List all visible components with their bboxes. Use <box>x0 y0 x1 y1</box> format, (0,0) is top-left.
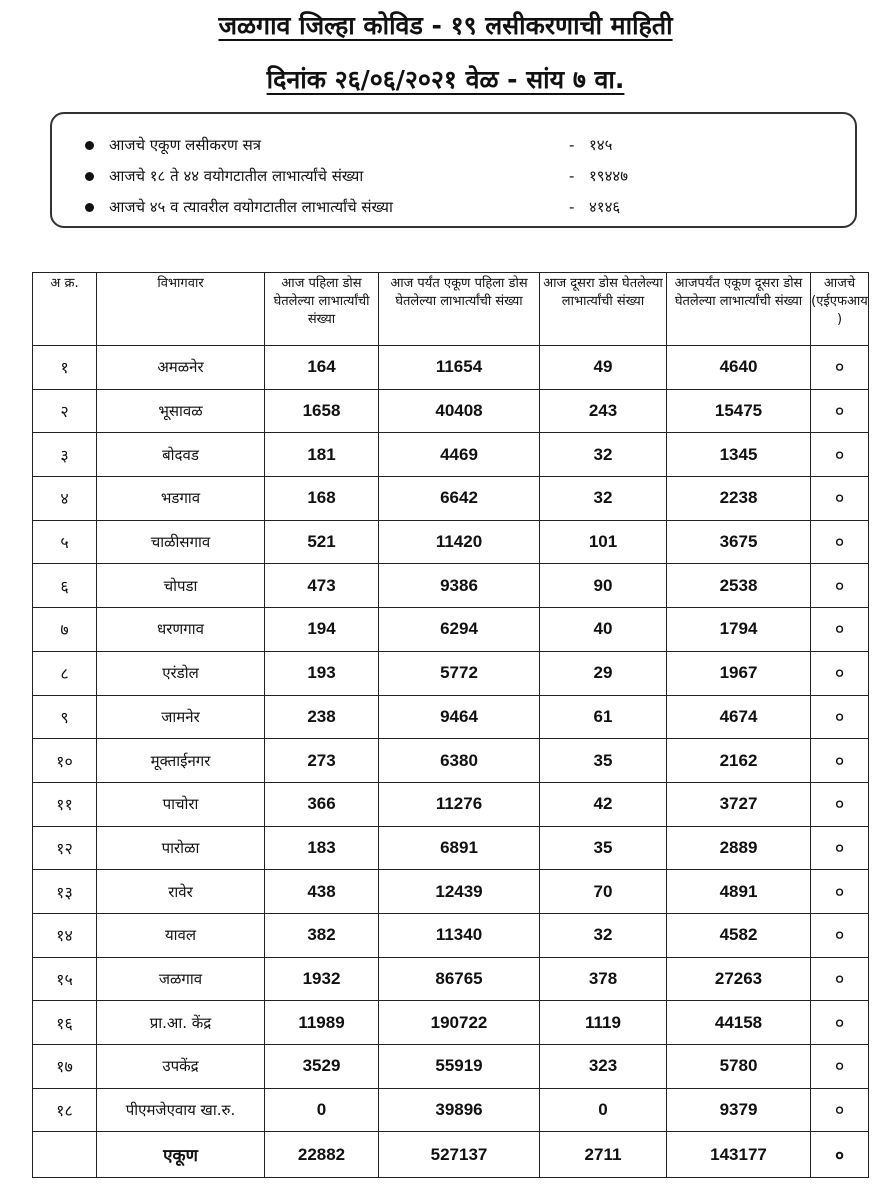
first-dose-total-cell: 86765 <box>379 957 540 1001</box>
aefi-cell: ० <box>811 870 869 914</box>
header-division: विभागवार <box>97 273 265 346</box>
sr-no-cell: ४ <box>33 477 97 521</box>
summary-label: आजचे १८ ते ४४ वयोगटातील लाभार्त्यांचे संख्या <box>109 167 364 185</box>
second-dose-today-cell: 49 <box>540 346 667 390</box>
sr-no-cell: ८ <box>33 651 97 695</box>
second-dose-total-cell: 3675 <box>667 520 811 564</box>
division-cell: जामनेर <box>97 695 265 739</box>
first-dose-today-cell: 168 <box>265 477 379 521</box>
second-dose-total-cell: 1967 <box>667 651 811 695</box>
division-cell: पाचोरा <box>97 782 265 826</box>
table-row <box>33 913 869 957</box>
table-row <box>33 782 869 826</box>
sr-no-cell: १५ <box>33 957 97 1001</box>
aefi-cell: ० <box>811 1045 869 1089</box>
aefi-cell: ० <box>811 957 869 1001</box>
first-dose-today-cell: 193 <box>265 651 379 695</box>
total-first-dose-today-cell: 22882 <box>265 1132 379 1178</box>
table-row <box>33 1045 869 1089</box>
report-date: दिनांक २६/०६/२०२१ वेळ - सांय ७ वा. <box>266 65 625 94</box>
aefi-cell: ० <box>811 739 869 783</box>
second-dose-total-cell: 1345 <box>667 433 811 477</box>
second-dose-total-cell: 9379 <box>667 1088 811 1132</box>
summary-box <box>50 112 857 228</box>
total-second-dose-today-cell: 2711 <box>540 1132 667 1178</box>
total-second-dose-total-cell: 143177 <box>667 1132 811 1178</box>
first-dose-total-cell: 6294 <box>379 608 540 652</box>
aefi-cell: ० <box>811 913 869 957</box>
aefi-cell: ० <box>811 1088 869 1132</box>
sr-no-cell: १ <box>33 346 97 390</box>
second-dose-today-cell: 101 <box>540 520 667 564</box>
sr-no-cell: २ <box>33 389 97 433</box>
first-dose-total-cell: 11654 <box>379 346 540 390</box>
second-dose-today-cell: 243 <box>540 389 667 433</box>
first-dose-today-cell: 438 <box>265 870 379 914</box>
aefi-cell: ० <box>811 1001 869 1045</box>
second-dose-today-cell: 378 <box>540 957 667 1001</box>
second-dose-today-cell: 61 <box>540 695 667 739</box>
second-dose-today-cell: 35 <box>540 826 667 870</box>
table-row <box>33 346 869 390</box>
sr-no-cell: १४ <box>33 913 97 957</box>
division-cell: धरणगाव <box>97 608 265 652</box>
table-row <box>33 389 869 433</box>
header-aefi: आजचे (एईएफआय ) <box>811 273 869 346</box>
division-cell: रावेर <box>97 870 265 914</box>
second-dose-total-cell: 2238 <box>667 477 811 521</box>
second-dose-today-cell: 70 <box>540 870 667 914</box>
first-dose-total-cell: 11420 <box>379 520 540 564</box>
table-row <box>33 477 869 521</box>
header-second-dose-today: आज दूसरा डोस घेतलेल्या लाभार्त्यांची संख्या <box>540 273 667 346</box>
total-sr-no-cell <box>33 1132 97 1178</box>
sr-no-cell: १२ <box>33 826 97 870</box>
first-dose-total-cell: 12439 <box>379 870 540 914</box>
vaccination-table <box>32 272 869 1178</box>
first-dose-total-cell: 6891 <box>379 826 540 870</box>
summary-label: आजचे ४५ व त्यावरील वयोगटातील लाभार्त्यांचे संख्या <box>109 198 393 216</box>
first-dose-today-cell: 273 <box>265 739 379 783</box>
aefi-cell: ० <box>811 608 869 652</box>
division-cell: चोपडा <box>97 564 265 608</box>
aefi-cell: ० <box>811 651 869 695</box>
sr-no-cell: १७ <box>33 1045 97 1089</box>
aefi-cell: ० <box>811 520 869 564</box>
aefi-cell: ० <box>811 695 869 739</box>
table-row <box>33 826 869 870</box>
sr-no-cell: १३ <box>33 870 97 914</box>
second-dose-today-cell: 90 <box>540 564 667 608</box>
aefi-cell: ० <box>811 389 869 433</box>
first-dose-today-cell: 183 <box>265 826 379 870</box>
aefi-cell: ० <box>811 826 869 870</box>
aefi-cell: ० <box>811 782 869 826</box>
first-dose-today-cell: 238 <box>265 695 379 739</box>
header-first-dose-today: आज पहिला डोस घेतलेल्या लाभार्त्यांची संख्या <box>265 273 379 346</box>
sr-no-cell: १६ <box>33 1001 97 1045</box>
second-dose-total-cell: 2162 <box>667 739 811 783</box>
second-dose-total-cell: 4640 <box>667 346 811 390</box>
division-cell: प्रा.आ. केंद्र <box>97 1001 265 1045</box>
total-division-cell: एकूण <box>97 1132 265 1178</box>
first-dose-total-cell: 39896 <box>379 1088 540 1132</box>
sr-no-cell: ११ <box>33 782 97 826</box>
division-cell: भडगाव <box>97 477 265 521</box>
second-dose-total-cell: 27263 <box>667 957 811 1001</box>
total-row <box>33 1132 869 1178</box>
total-first-dose-total-cell: 527137 <box>379 1132 540 1178</box>
second-dose-total-cell: 15475 <box>667 389 811 433</box>
table-row <box>33 564 869 608</box>
summary-value: - १९४४७ <box>569 167 629 185</box>
header-first-dose-total: आज पर्यंत एकूण पहिला डोस घेतलेल्या लाभार्त्यांची संख्या <box>379 273 540 346</box>
division-cell: जळगाव <box>97 957 265 1001</box>
first-dose-total-cell: 5772 <box>379 651 540 695</box>
table-row <box>33 520 869 564</box>
division-cell: पीएमजेएवाय खा.रु. <box>97 1088 265 1132</box>
summary-label: आजचे एकूण लसीकरण सत्र <box>109 136 262 154</box>
table-row <box>33 957 869 1001</box>
aefi-cell: ० <box>811 564 869 608</box>
division-cell: एरंडोल <box>97 651 265 695</box>
table-row <box>33 608 869 652</box>
second-dose-today-cell: 323 <box>540 1045 667 1089</box>
first-dose-total-cell: 4469 <box>379 433 540 477</box>
first-dose-today-cell: 1932 <box>265 957 379 1001</box>
table-row <box>33 651 869 695</box>
bullet-icon <box>85 203 94 212</box>
second-dose-total-cell: 4582 <box>667 913 811 957</box>
first-dose-today-cell: 181 <box>265 433 379 477</box>
summary-item <box>52 128 855 162</box>
bullet-icon <box>85 172 94 181</box>
page-title: जळगाव जिल्हा कोविड - १९ लसीकरणाची माहिती <box>218 11 673 40</box>
table-row <box>33 1001 869 1045</box>
sr-no-cell: ६ <box>33 564 97 608</box>
first-dose-total-cell: 9386 <box>379 564 540 608</box>
summary-item <box>52 159 855 193</box>
first-dose-today-cell: 366 <box>265 782 379 826</box>
bullet-icon <box>85 141 94 150</box>
summary-value: - ४१४६ <box>569 198 621 216</box>
header-second-dose-total: आजपर्यंत एकूण दूसरा डोस घेतलेल्या लाभार्त्यांची संख्या <box>667 273 811 346</box>
table-header-row <box>33 273 869 346</box>
second-dose-total-cell: 5780 <box>667 1045 811 1089</box>
first-dose-today-cell: 11989 <box>265 1001 379 1045</box>
second-dose-today-cell: 32 <box>540 913 667 957</box>
sr-no-cell: ३ <box>33 433 97 477</box>
first-dose-total-cell: 6380 <box>379 739 540 783</box>
second-dose-today-cell: 40 <box>540 608 667 652</box>
second-dose-today-cell: 35 <box>540 739 667 783</box>
first-dose-today-cell: 473 <box>265 564 379 608</box>
second-dose-total-cell: 4891 <box>667 870 811 914</box>
second-dose-total-cell: 3727 <box>667 782 811 826</box>
aefi-cell: ० <box>811 477 869 521</box>
first-dose-today-cell: 521 <box>265 520 379 564</box>
second-dose-today-cell: 29 <box>540 651 667 695</box>
table-row <box>33 1088 869 1132</box>
aefi-cell: ० <box>811 346 869 390</box>
first-dose-today-cell: 194 <box>265 608 379 652</box>
second-dose-today-cell: 42 <box>540 782 667 826</box>
second-dose-today-cell: 0 <box>540 1088 667 1132</box>
sr-no-cell: ९ <box>33 695 97 739</box>
first-dose-total-cell: 11340 <box>379 913 540 957</box>
second-dose-total-cell: 4674 <box>667 695 811 739</box>
first-dose-today-cell: 1658 <box>265 389 379 433</box>
first-dose-total-cell: 190722 <box>379 1001 540 1045</box>
division-cell: अमळनेर <box>97 346 265 390</box>
second-dose-total-cell: 44158 <box>667 1001 811 1045</box>
second-dose-total-cell: 1794 <box>667 608 811 652</box>
second-dose-today-cell: 32 <box>540 477 667 521</box>
sr-no-cell: ७ <box>33 608 97 652</box>
first-dose-total-cell: 6642 <box>379 477 540 521</box>
first-dose-today-cell: 382 <box>265 913 379 957</box>
table-row <box>33 870 869 914</box>
division-cell: बोदवड <box>97 433 265 477</box>
header-sr-no: अ क्र. <box>33 273 97 346</box>
first-dose-total-cell: 11276 <box>379 782 540 826</box>
first-dose-total-cell: 55919 <box>379 1045 540 1089</box>
division-cell: मूक्ताईनगर <box>97 739 265 783</box>
total-aefi-cell: ० <box>811 1132 869 1178</box>
summary-item <box>52 190 855 224</box>
sr-no-cell: ५ <box>33 520 97 564</box>
second-dose-total-cell: 2538 <box>667 564 811 608</box>
table-row <box>33 695 869 739</box>
table-row <box>33 433 869 477</box>
second-dose-today-cell: 1119 <box>540 1001 667 1045</box>
sr-no-cell: १८ <box>33 1088 97 1132</box>
division-cell: चाळीसगाव <box>97 520 265 564</box>
first-dose-today-cell: 3529 <box>265 1045 379 1089</box>
sr-no-cell: १० <box>33 739 97 783</box>
division-cell: भूसावळ <box>97 389 265 433</box>
table-row <box>33 739 869 783</box>
first-dose-today-cell: 0 <box>265 1088 379 1132</box>
division-cell: पारोळा <box>97 826 265 870</box>
aefi-cell: ० <box>811 433 869 477</box>
first-dose-total-cell: 40408 <box>379 389 540 433</box>
second-dose-total-cell: 2889 <box>667 826 811 870</box>
summary-value: - १४५ <box>569 136 613 154</box>
first-dose-today-cell: 164 <box>265 346 379 390</box>
first-dose-total-cell: 9464 <box>379 695 540 739</box>
division-cell: यावल <box>97 913 265 957</box>
division-cell: उपकेंद्र <box>97 1045 265 1089</box>
second-dose-today-cell: 32 <box>540 433 667 477</box>
